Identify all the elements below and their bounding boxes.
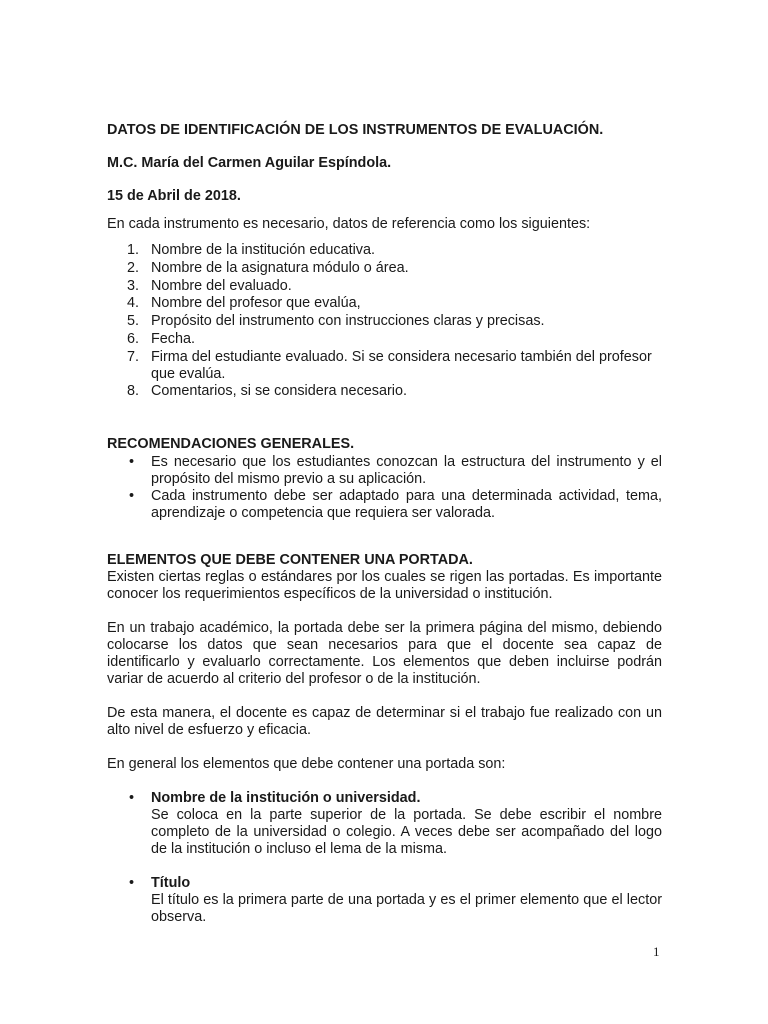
document-body <box>107 121 662 926</box>
list-item: 4. Nombre del profesor que evalúa, <box>127 295 361 312</box>
element-title: Nombre de la institución o universidad. <box>151 789 421 806</box>
document-heading: DATOS DE IDENTIFICACIÓN DE LOS INSTRUMENTOS DE EVALUACIÓN. <box>107 122 604 138</box>
page-number: 1 <box>653 944 660 959</box>
intro-text: En cada instrumento es necesario, datos de referencia como los siguientes: <box>107 216 591 232</box>
element-title: Título <box>151 874 191 891</box>
paragraph: En un trabajo académico, la portada debe ser la primera página del mismo, debiendo colocarse los datos que sean necesarios para que el docente sea capaz de identificarlo y evaluarlo correctamente. Los elementos que deben incluirse podrán variar de acuerdo al criterio del profesor o de la institución. <box>107 619 662 687</box>
list-item: • Es necesario que los estudiantes conozcan la estructura del instrumento y el propósito del mismo previo a su aplicación. <box>129 453 662 487</box>
author-name: M.C. María del Carmen Aguilar Espíndola. <box>107 155 392 171</box>
list-item: 1. Nombre de la institución educativa. <box>127 242 375 258</box>
recommendations-list <box>107 454 662 522</box>
list-item: 2. Nombre de la asignatura módulo o área. <box>127 259 409 276</box>
list-item: • Título El título es la primera parte de una portada y es el primer elemento que el lector observa. <box>129 874 662 925</box>
recommendations-heading: RECOMENDACIONES GENERALES. <box>107 435 355 452</box>
reference-data-list <box>107 242 662 401</box>
paragraph: En general los elementos que debe contener una portada son: <box>107 755 506 772</box>
paragraph: Existen ciertas reglas o estándares por los cuales se rigen las portadas. Es importante conocer los requerimientos específicos de la universidad o institución. <box>107 568 662 602</box>
list-item: 8. Comentarios, si se considera necesario. <box>127 382 407 399</box>
element-body: Se coloca en la parte superior de la portada. Se debe escribir el nombre completo de la universidad o colegio. A veces debe ser acompañado del logo de la institución o incluso el lema de la misma. <box>151 806 662 857</box>
cover-elements-heading: ELEMENTOS QUE DEBE CONTENER UNA PORTADA. <box>107 551 473 568</box>
document-date: 15 de Abril de 2018. <box>107 188 241 204</box>
cover-elements-list <box>107 790 662 926</box>
list-item: 5. Propósito del instrumento con instrucciones claras y precisas. <box>127 313 545 330</box>
list-item: 3. Nombre del evaluado. <box>127 277 292 294</box>
list-item: • Nombre de la institución o universidad. Se coloca en la parte superior de la portada. Se debe escribir el nombre completo de la universidad o colegio. A veces debe ser acompañado del logo de la institución o incluso el lema de la misma. <box>129 789 662 857</box>
paragraph: De esta manera, el docente es capaz de determinar si el trabajo fue realizado con un alto nivel de esfuerzo y eficacia. <box>107 704 662 738</box>
list-item: • Cada instrumento debe ser adaptado para una determinada actividad, tema, aprendizaje o competencia que requiera ser valorada. <box>129 487 662 521</box>
list-item: 7. Firma del estudiante evaluado. Si se considera necesario también del profesor que evalúa. <box>127 348 652 382</box>
element-body: El título es la primera parte de una portada y es el primer elemento que el lector observa. <box>151 891 662 925</box>
list-item: 6. Fecha. <box>127 330 195 347</box>
